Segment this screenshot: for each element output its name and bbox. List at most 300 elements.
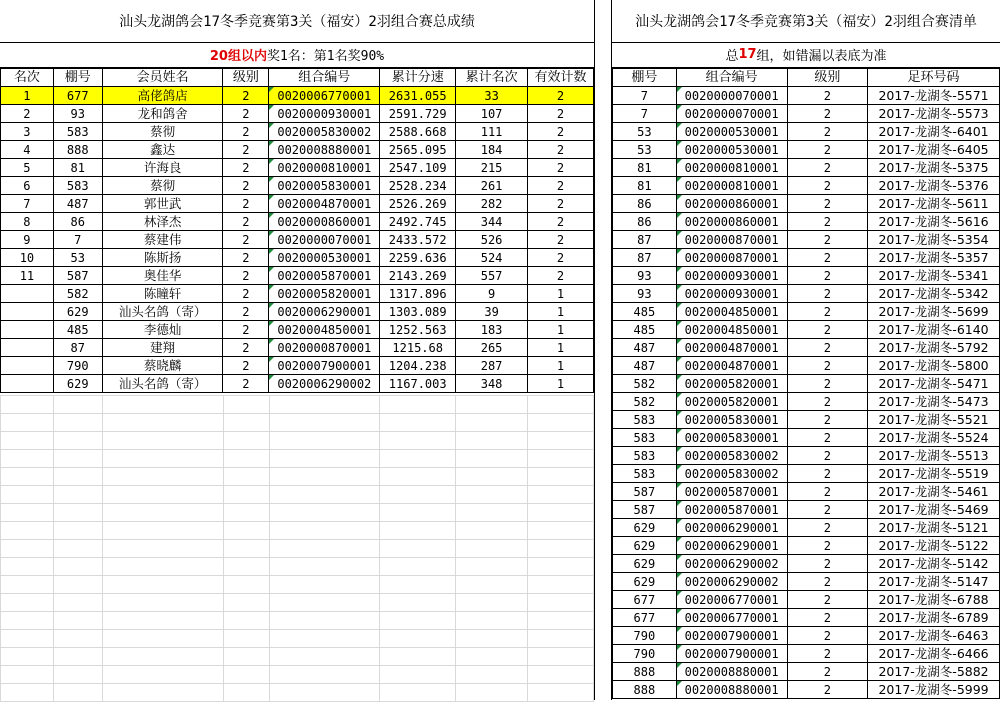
loft-cell[interactable]: 53 [613,141,677,159]
empty-cell[interactable] [223,558,269,576]
level-cell[interactable]: 2 [787,321,868,339]
empty-cell[interactable] [269,432,380,450]
level-cell[interactable]: 2 [787,609,868,627]
ring-cell[interactable]: 2017-龙湖冬-5473 [868,393,1000,411]
empty-cell[interactable] [1,432,54,450]
member-cell[interactable]: 蔡彻 [102,177,223,195]
cum-rank-cell[interactable]: 265 [456,339,528,357]
empty-cell[interactable] [223,648,269,666]
empty-cell[interactable] [53,468,102,486]
empty-cell[interactable] [102,468,223,486]
loft-cell[interactable]: 53 [613,123,677,141]
ring-cell[interactable]: 2017-龙湖冬-6788 [868,591,1000,609]
empty-cell[interactable] [269,540,380,558]
loft-cell[interactable]: 629 [613,555,677,573]
empty-cell[interactable] [223,396,269,414]
speed-cell[interactable]: 2547.109 [380,159,456,177]
ring-cell[interactable]: 2017-龙湖冬-5611 [868,195,1000,213]
ring-cell[interactable]: 2017-龙湖冬-5471 [868,375,1000,393]
combo-cell[interactable]: 0020000070001 [676,87,787,105]
combo-cell[interactable]: 0020007900001 [676,627,787,645]
empty-cell[interactable] [380,612,456,630]
ring-cell[interactable]: 2017-龙湖冬-5571 [868,87,1000,105]
empty-cell[interactable] [53,666,102,684]
combo-cell[interactable]: 0020000810001 [676,177,787,195]
loft-cell[interactable]: 487 [613,339,677,357]
loft-cell[interactable]: 677 [613,591,677,609]
cum-rank-cell[interactable]: 111 [456,123,528,141]
rank-cell[interactable] [1,285,54,303]
cum-rank-cell[interactable]: 9 [456,285,528,303]
level-cell[interactable]: 2 [787,357,868,375]
ring-cell[interactable]: 2017-龙湖冬-5519 [868,465,1000,483]
valid-count-cell[interactable]: 1 [528,375,594,393]
empty-cell[interactable] [269,558,380,576]
empty-cell[interactable] [102,396,223,414]
loft-cell[interactable]: 7 [613,87,677,105]
speed-cell[interactable]: 1303.089 [380,303,456,321]
cum-rank-cell[interactable]: 183 [456,321,528,339]
level-cell[interactable]: 2 [787,249,868,267]
empty-cell[interactable] [528,594,594,612]
col-header-loft[interactable]: 棚号 [613,69,677,87]
empty-cell[interactable] [380,396,456,414]
member-cell[interactable]: 龙和鸽舍 [102,105,223,123]
loft-cell[interactable]: 487 [53,195,102,213]
combo-cell[interactable]: 0020000930001 [269,105,380,123]
loft-cell[interactable]: 93 [53,105,102,123]
cum-rank-cell[interactable]: 557 [456,267,528,285]
speed-cell[interactable]: 1204.238 [380,357,456,375]
level-cell[interactable]: 2 [223,123,269,141]
combo-cell[interactable]: 0020006770001 [269,87,380,105]
empty-cell[interactable] [269,648,380,666]
combo-cell[interactable]: 0020006290001 [676,537,787,555]
empty-cell[interactable] [223,522,269,540]
empty-cell[interactable] [380,432,456,450]
level-cell[interactable]: 2 [787,267,868,285]
empty-cell[interactable] [456,666,528,684]
results-subtitle[interactable] [0,42,594,68]
empty-cell[interactable] [223,576,269,594]
empty-cell[interactable] [380,576,456,594]
combo-cell[interactable]: 0020006290002 [269,375,380,393]
ring-cell[interactable]: 2017-龙湖冬-5147 [868,573,1000,591]
col-header-combo[interactable]: 组合编号 [269,69,380,87]
member-cell[interactable]: 陈瞳轩 [102,285,223,303]
combo-cell[interactable]: 0020004870001 [676,357,787,375]
empty-cell[interactable] [53,486,102,504]
level-cell[interactable]: 2 [223,267,269,285]
member-cell[interactable]: 蔡彻 [102,123,223,141]
combo-cell[interactable]: 0020008880001 [676,681,787,699]
ring-cell[interactable]: 2017-龙湖冬-5357 [868,249,1000,267]
valid-count-cell[interactable]: 1 [528,321,594,339]
level-cell[interactable]: 2 [223,285,269,303]
rank-cell[interactable]: 6 [1,177,54,195]
ring-cell[interactable]: 2017-龙湖冬-6466 [868,645,1000,663]
ring-cell[interactable]: 2017-龙湖冬-5513 [868,447,1000,465]
speed-cell[interactable]: 2259.636 [380,249,456,267]
level-cell[interactable]: 2 [223,141,269,159]
empty-cell[interactable] [1,612,54,630]
empty-cell[interactable] [456,540,528,558]
level-cell[interactable]: 2 [787,591,868,609]
empty-cell[interactable] [1,540,54,558]
combo-cell[interactable]: 0020005830002 [676,465,787,483]
empty-cell[interactable] [53,612,102,630]
combo-cell[interactable]: 0020005820001 [676,375,787,393]
empty-cell[interactable] [380,486,456,504]
ring-cell[interactable]: 2017-龙湖冬-5524 [868,429,1000,447]
combo-cell[interactable]: 0020004850001 [676,303,787,321]
empty-cell[interactable] [528,432,594,450]
empty-cell[interactable] [380,504,456,522]
member-cell[interactable]: 高佬鸽店 [102,87,223,105]
col-header-ring[interactable]: 足环号码 [868,69,1000,87]
valid-count-cell[interactable]: 2 [528,249,594,267]
loft-cell[interactable]: 93 [613,285,677,303]
cum-rank-cell[interactable]: 524 [456,249,528,267]
loft-cell[interactable]: 582 [613,393,677,411]
empty-cell[interactable] [528,450,594,468]
empty-cell[interactable] [528,666,594,684]
level-cell[interactable]: 2 [787,375,868,393]
combo-cell[interactable]: 0020007900001 [269,357,380,375]
empty-cell[interactable] [223,432,269,450]
empty-cell[interactable] [380,468,456,486]
combo-cell[interactable]: 0020005830002 [269,123,380,141]
valid-count-cell[interactable]: 2 [528,123,594,141]
combo-cell[interactable]: 0020000860001 [676,195,787,213]
level-cell[interactable]: 2 [787,537,868,555]
list-title[interactable]: 汕头龙湖鸽会17冬季竞赛第3关（福安）2羽组合赛清单 [612,0,1000,43]
empty-cell[interactable] [223,468,269,486]
valid-count-cell[interactable]: 2 [528,105,594,123]
empty-cell[interactable] [1,468,54,486]
valid-count-cell[interactable]: 1 [528,339,594,357]
ring-cell[interactable]: 2017-龙湖冬-5573 [868,105,1000,123]
loft-cell[interactable]: 86 [613,213,677,231]
rank-cell[interactable] [1,339,54,357]
empty-cell[interactable] [102,450,223,468]
combo-cell[interactable]: 0020006290001 [676,519,787,537]
speed-cell[interactable]: 2528.234 [380,177,456,195]
ring-cell[interactable]: 2017-龙湖冬-6789 [868,609,1000,627]
results-title[interactable]: 汕头龙湖鸽会17冬季竞赛第3关（福安）2羽组合赛总成绩 [0,0,594,43]
empty-cell[interactable] [223,414,269,432]
loft-cell[interactable]: 677 [53,87,102,105]
empty-cell[interactable] [269,468,380,486]
level-cell[interactable]: 2 [223,87,269,105]
loft-cell[interactable]: 93 [613,267,677,285]
cum-rank-cell[interactable]: 33 [456,87,528,105]
rank-cell[interactable]: 9 [1,231,54,249]
empty-cell[interactable] [380,522,456,540]
valid-count-cell[interactable]: 1 [528,303,594,321]
cum-rank-cell[interactable]: 348 [456,375,528,393]
member-cell[interactable]: 奥佳华 [102,267,223,285]
rank-cell[interactable]: 11 [1,267,54,285]
level-cell[interactable]: 2 [787,555,868,573]
speed-cell[interactable]: 2631.055 [380,87,456,105]
empty-cell[interactable] [456,414,528,432]
ring-cell[interactable]: 2017-龙湖冬-5792 [868,339,1000,357]
loft-cell[interactable]: 587 [53,267,102,285]
empty-cell[interactable] [269,594,380,612]
empty-cell[interactable] [1,630,54,648]
col-header-cum-rank[interactable]: 累计名次 [456,69,528,87]
member-cell[interactable]: 许海良 [102,159,223,177]
rank-cell[interactable]: 10 [1,249,54,267]
empty-cell[interactable] [380,666,456,684]
level-cell[interactable]: 2 [787,645,868,663]
combo-cell[interactable]: 0020004870001 [676,339,787,357]
member-cell[interactable]: 蔡晓麟 [102,357,223,375]
ring-cell[interactable]: 2017-龙湖冬-5882 [868,663,1000,681]
loft-cell[interactable]: 677 [613,609,677,627]
loft-cell[interactable]: 629 [53,303,102,321]
empty-cell[interactable] [53,504,102,522]
loft-cell[interactable]: 888 [613,681,677,699]
empty-cell[interactable] [380,648,456,666]
empty-cell[interactable] [223,486,269,504]
loft-cell[interactable]: 583 [613,411,677,429]
empty-cell[interactable] [456,558,528,576]
empty-cell[interactable] [456,468,528,486]
empty-cell[interactable] [1,648,54,666]
empty-cell[interactable] [380,450,456,468]
loft-cell[interactable]: 485 [613,303,677,321]
combo-cell[interactable]: 0020000530001 [676,123,787,141]
combo-cell[interactable]: 0020000930001 [676,267,787,285]
level-cell[interactable]: 2 [223,303,269,321]
empty-cell[interactable] [380,684,456,702]
ring-cell[interactable]: 2017-龙湖冬-6401 [868,123,1000,141]
empty-cell[interactable] [223,540,269,558]
empty-cell[interactable] [102,558,223,576]
valid-count-cell[interactable]: 1 [528,357,594,375]
ring-cell[interactable]: 2017-龙湖冬-6405 [868,141,1000,159]
empty-cell[interactable] [528,468,594,486]
rank-cell[interactable]: 2 [1,105,54,123]
level-cell[interactable]: 2 [223,105,269,123]
level-cell[interactable]: 2 [787,465,868,483]
loft-cell[interactable]: 7 [613,105,677,123]
empty-cell[interactable] [380,594,456,612]
combo-cell[interactable]: 0020008880001 [269,141,380,159]
level-cell[interactable]: 2 [787,519,868,537]
level-cell[interactable]: 2 [223,231,269,249]
combo-cell[interactable]: 0020005830002 [676,447,787,465]
empty-cell[interactable] [53,558,102,576]
combo-cell[interactable]: 0020000860001 [269,213,380,231]
level-cell[interactable]: 2 [787,123,868,141]
member-cell[interactable]: 汕头名鸽（寄） [102,303,223,321]
level-cell[interactable]: 2 [223,195,269,213]
speed-cell[interactable]: 1167.003 [380,375,456,393]
combo-cell[interactable]: 0020000930001 [676,285,787,303]
combo-cell[interactable]: 0020000870001 [676,231,787,249]
empty-cell[interactable] [1,504,54,522]
level-cell[interactable]: 2 [223,177,269,195]
loft-cell[interactable]: 81 [613,159,677,177]
ring-cell[interactable]: 2017-龙湖冬-5121 [868,519,1000,537]
speed-cell[interactable]: 2143.269 [380,267,456,285]
member-cell[interactable]: 李德灿 [102,321,223,339]
ring-cell[interactable]: 2017-龙湖冬-6463 [868,627,1000,645]
cum-rank-cell[interactable]: 184 [456,141,528,159]
member-cell[interactable]: 建翔 [102,339,223,357]
empty-cell[interactable] [1,558,54,576]
combo-cell[interactable]: 0020000530001 [676,141,787,159]
rank-cell[interactable]: 5 [1,159,54,177]
cum-rank-cell[interactable]: 107 [456,105,528,123]
empty-cell[interactable] [380,414,456,432]
combo-cell[interactable]: 0020005830001 [269,177,380,195]
member-cell[interactable]: 蔡建伟 [102,231,223,249]
level-cell[interactable]: 2 [787,303,868,321]
rank-cell[interactable] [1,375,54,393]
empty-cell[interactable] [102,486,223,504]
empty-cell[interactable] [269,522,380,540]
empty-cell[interactable] [528,558,594,576]
empty-cell[interactable] [53,594,102,612]
level-cell[interactable]: 2 [223,213,269,231]
empty-cell[interactable] [528,540,594,558]
level-cell[interactable]: 2 [223,375,269,393]
ring-cell[interactable]: 2017-龙湖冬-5999 [868,681,1000,699]
level-cell[interactable]: 2 [787,105,868,123]
valid-count-cell[interactable]: 2 [528,231,594,249]
empty-cell[interactable] [380,630,456,648]
empty-cell[interactable] [528,396,594,414]
combo-cell[interactable]: 0020005820001 [269,285,380,303]
empty-cell[interactable] [102,432,223,450]
level-cell[interactable]: 2 [787,141,868,159]
empty-cell[interactable] [269,630,380,648]
empty-cell[interactable] [53,432,102,450]
empty-cell[interactable] [269,504,380,522]
member-cell[interactable]: 汕头名鸽（寄） [102,375,223,393]
empty-cell[interactable] [456,522,528,540]
rank-cell[interactable]: 1 [1,87,54,105]
loft-cell[interactable]: 583 [53,123,102,141]
empty-cell[interactable] [380,558,456,576]
loft-cell[interactable]: 7 [53,231,102,249]
list-subtitle[interactable] [612,42,1000,68]
combo-cell[interactable]: 0020004850001 [269,321,380,339]
speed-cell[interactable]: 2565.095 [380,141,456,159]
ring-cell[interactable]: 2017-龙湖冬-5342 [868,285,1000,303]
level-cell[interactable]: 2 [787,627,868,645]
empty-cell[interactable] [269,486,380,504]
empty-cell[interactable] [102,684,223,702]
col-header-level[interactable]: 级别 [787,69,868,87]
empty-cell[interactable] [269,666,380,684]
rank-cell[interactable]: 7 [1,195,54,213]
combo-cell[interactable]: 0020004850001 [676,321,787,339]
empty-cell[interactable] [1,450,54,468]
empty-cell[interactable] [1,684,54,702]
empty-cell[interactable] [1,522,54,540]
speed-cell[interactable]: 2588.668 [380,123,456,141]
loft-cell[interactable]: 86 [613,195,677,213]
level-cell[interactable]: 2 [787,411,868,429]
empty-cell[interactable] [269,396,380,414]
ring-cell[interactable]: 2017-龙湖冬-5375 [868,159,1000,177]
level-cell[interactable]: 2 [223,249,269,267]
ring-cell[interactable]: 2017-龙湖冬-5142 [868,555,1000,573]
level-cell[interactable]: 2 [223,321,269,339]
loft-cell[interactable]: 629 [613,519,677,537]
combo-cell[interactable]: 0020006290002 [676,555,787,573]
empty-cell[interactable] [269,612,380,630]
speed-cell[interactable]: 2492.745 [380,213,456,231]
rank-cell[interactable]: 4 [1,141,54,159]
empty-cell[interactable] [223,594,269,612]
speed-cell[interactable]: 2591.729 [380,105,456,123]
loft-cell[interactable]: 888 [613,663,677,681]
cum-rank-cell[interactable]: 282 [456,195,528,213]
cum-rank-cell[interactable]: 261 [456,177,528,195]
ring-cell[interactable]: 2017-龙湖冬-5699 [868,303,1000,321]
valid-count-cell[interactable]: 2 [528,195,594,213]
combo-cell[interactable]: 0020000870001 [269,339,380,357]
rank-cell[interactable]: 3 [1,123,54,141]
ring-cell[interactable]: 2017-龙湖冬-5341 [868,267,1000,285]
col-header-member[interactable]: 会员姓名 [102,69,223,87]
valid-count-cell[interactable]: 2 [528,141,594,159]
cum-rank-cell[interactable]: 526 [456,231,528,249]
level-cell[interactable]: 2 [787,231,868,249]
level-cell[interactable]: 2 [787,447,868,465]
empty-cell[interactable] [102,612,223,630]
combo-cell[interactable]: 0020004870001 [269,195,380,213]
level-cell[interactable]: 2 [787,429,868,447]
loft-cell[interactable]: 87 [613,249,677,267]
level-cell[interactable]: 2 [787,285,868,303]
level-cell[interactable]: 2 [223,339,269,357]
col-header-level[interactable]: 级别 [223,69,269,87]
loft-cell[interactable]: 587 [613,501,677,519]
level-cell[interactable]: 2 [787,159,868,177]
combo-cell[interactable]: 0020006770001 [676,609,787,627]
combo-cell[interactable]: 0020000860001 [676,213,787,231]
empty-cell[interactable] [528,486,594,504]
empty-cell[interactable] [223,450,269,468]
speed-cell[interactable]: 1252.563 [380,321,456,339]
empty-cell[interactable] [102,576,223,594]
loft-cell[interactable]: 81 [613,177,677,195]
col-header-combo[interactable]: 组合编号 [676,69,787,87]
member-cell[interactable]: 林泽杰 [102,213,223,231]
combo-cell[interactable]: 0020005870001 [676,501,787,519]
cum-rank-cell[interactable]: 344 [456,213,528,231]
empty-cell[interactable] [456,594,528,612]
loft-cell[interactable]: 587 [613,483,677,501]
loft-cell[interactable]: 487 [613,357,677,375]
loft-cell[interactable]: 582 [53,285,102,303]
empty-cell[interactable] [102,504,223,522]
member-cell[interactable]: 鑫达 [102,141,223,159]
level-cell[interactable]: 2 [787,663,868,681]
rank-cell[interactable] [1,321,54,339]
empty-cell[interactable] [380,540,456,558]
loft-cell[interactable]: 86 [53,213,102,231]
loft-cell[interactable]: 790 [613,645,677,663]
loft-cell[interactable]: 629 [613,537,677,555]
